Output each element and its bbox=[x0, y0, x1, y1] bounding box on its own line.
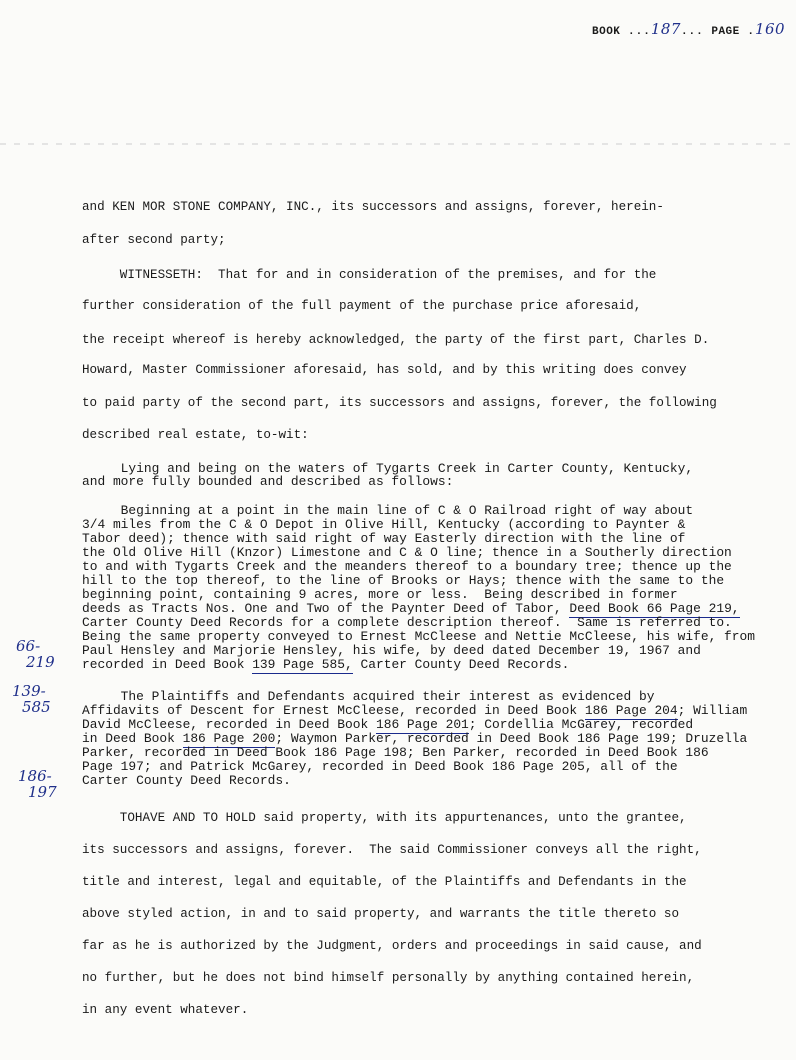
text-line: and more fully bounded and described as follows: bbox=[82, 474, 454, 489]
text-line: no further, but he does not bind himself personally by anything contained herein, bbox=[82, 971, 695, 985]
text-line: described real estate, to-wit: bbox=[82, 428, 309, 442]
book-number: 187 bbox=[650, 20, 681, 38]
text-line: 3/4 miles from the C & O Depot in Olive Hill, Kentucky (according to Paynter & bbox=[82, 517, 686, 532]
text-line: beginning point, containing 9 acres, more or less. Being described in former bbox=[82, 587, 678, 602]
page-number: 160 bbox=[754, 20, 786, 38]
deed-reference: 139 Page 585, bbox=[252, 657, 353, 672]
book-page-header: BOOK ...187... PAGE .160 bbox=[592, 20, 786, 38]
text-line: and KEN MOR STONE COMPANY, INC., its successors and assigns, forever, herein- bbox=[82, 200, 664, 214]
deed-reference: 186 Page 204 bbox=[584, 703, 678, 718]
text-line: above styled action, in and to said property, and warrants the title thereto so bbox=[82, 907, 680, 921]
deed-reference: Deed Book 66 Page 219, bbox=[569, 601, 740, 616]
text-line: in any event whatever. bbox=[82, 1003, 249, 1017]
text-line: WITNESSETH: That for and in consideration of the premises, and for the bbox=[82, 268, 657, 282]
text-line: Howard, Master Commissioner aforesaid, has sold, and by this writing does convey bbox=[82, 363, 687, 377]
text-line: Carter County Deed Records for a complete description thereof. Same is referred to. bbox=[82, 615, 732, 630]
book-label: BOOK bbox=[592, 26, 621, 38]
deed-reference: 186 Page 200 bbox=[182, 731, 276, 746]
text-line: in Deed Book 186 Page 200; Waymon Parker, recorded in Deed Book 186 Page 199; Druzella bbox=[82, 731, 748, 746]
text-line: to paid party of the second part, its successors and assigns, forever, the following bbox=[82, 396, 717, 410]
text-line: Tabor deed); thence with said right of way Easterly direction with the line of bbox=[82, 531, 686, 546]
text-line: hill to the top thereof, to the line of Brooks or Hays; thence with the same to the bbox=[82, 573, 725, 588]
text-line: Affidavits of Descent for Ernest McCleese, recorded in Deed Book 186 Page 204; William bbox=[82, 703, 748, 718]
text-line: the receipt whereof is hereby acknowledged, the party of the first part, Charles D. bbox=[82, 333, 710, 347]
text-line: The Plaintiffs and Defendants acquired their interest as evidenced by bbox=[82, 689, 655, 704]
margin-note: 66- 219 bbox=[16, 637, 55, 671]
fold-mark bbox=[0, 143, 796, 145]
text-line: to and with Tygarts Creek and the meanders thereof to a boundary tree; thence up the bbox=[82, 559, 732, 574]
margin-note: 186- 197 bbox=[18, 767, 57, 801]
text-line: deeds as Tracts Nos. One and Two of the Paynter Deed of Tabor, Deed Book 66 Page 219, bbox=[82, 601, 740, 616]
text-line: David McCleese, recorded in Deed Book 186 Page 201; Cordellia McGarey, recorded bbox=[82, 717, 694, 732]
text-line: Beginning at a point in the main line of C & O Railroad right of way about bbox=[82, 503, 694, 518]
text-line: further consideration of the full payment of the purchase price aforesaid, bbox=[82, 299, 642, 313]
margin-note: 139- 585 bbox=[12, 682, 51, 716]
text-line: its successors and assigns, forever. The said Commissioner conveys all the right, bbox=[82, 843, 702, 857]
text-line: Page 197; and Patrick McGarey, recorded in Deed Book 186 Page 205, all of the bbox=[82, 759, 678, 774]
text-line: Lying and being on the waters of Tygarts Creek in Carter County, Kentucky, bbox=[82, 461, 694, 476]
text-line: TOHAVE AND TO HOLD said property, with its appurtenances, unto the grantee, bbox=[82, 811, 687, 825]
text-line: after second party; bbox=[82, 233, 226, 247]
page-label: PAGE bbox=[711, 26, 740, 38]
text-line: Being the same property conveyed to Ernest McCleese and Nettie McCleese, his wife, from bbox=[82, 629, 756, 644]
text-line: Paul Hensley and Marjorie Hensley, his wife, by deed dated December 19, 1967 and bbox=[82, 643, 701, 658]
text-line: Parker, recorded in Deed Book 186 Page 198; Ben Parker, recorded in Deed Book 186 bbox=[82, 745, 709, 760]
text-line: far as he is authorized by the Judgment, orders and proceedings in said cause, and bbox=[82, 939, 702, 953]
deed-reference: 186 Page 201 bbox=[375, 717, 469, 732]
text-line: title and interest, legal and equitable, of the Plaintiffs and Defendants in the bbox=[82, 875, 687, 889]
text-line: recorded in Deed Book 139 Page 585, Carter County Deed Records. bbox=[82, 657, 570, 672]
text-line: the Old Olive Hill (Knzor) Limestone and C & O line; thence in a Southerly direction bbox=[82, 545, 732, 560]
text-line: Carter County Deed Records. bbox=[82, 773, 291, 788]
